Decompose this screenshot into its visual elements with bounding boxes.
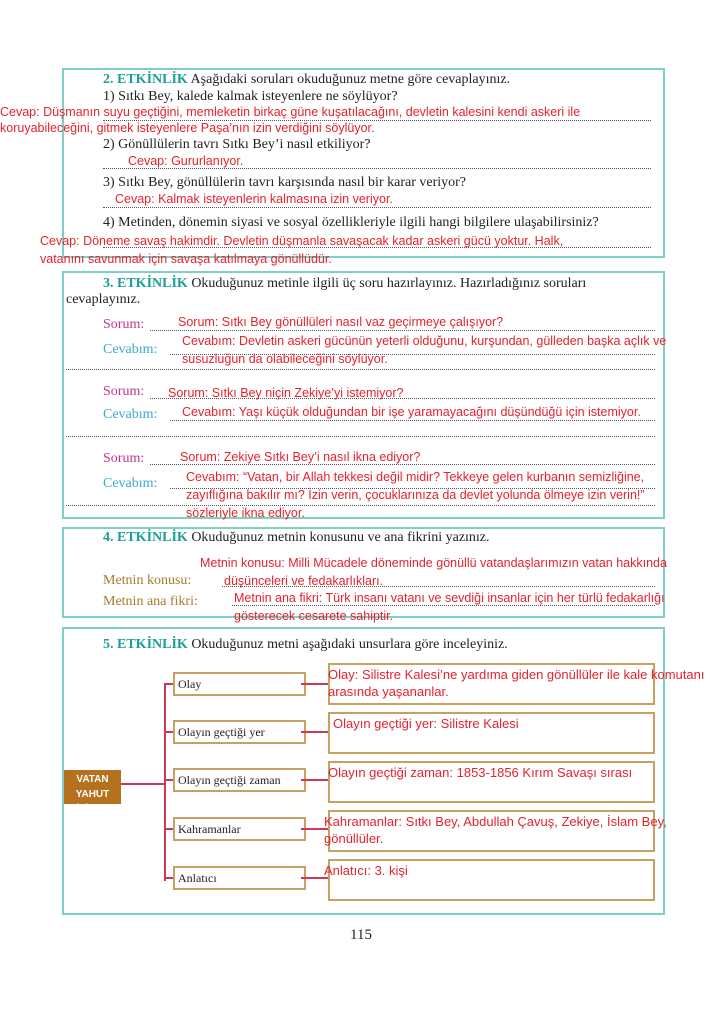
activity-instruction-cont: cevaplayınız. [66, 292, 141, 307]
answer-4-cont: vatanını savunmak için savaşa katılmaya gönüllüdür. [40, 252, 332, 266]
question-1: 1) Sıtkı Bey, kalede kalmak isteyenlere ne söylüyor? [103, 89, 398, 104]
topic-answer: Metnin konusu: Milli Mücadele döneminde gönüllü vatandaşlarımızın vatan hakkında [200, 556, 667, 570]
answer-2-text: Cevabım: Yaşı küçük olduğundan bir işe yaramayacağını düşündüğü için istemiyor. [182, 405, 641, 419]
element-answer: Olay: Silistre Kalesi’ne yardıma giden gönüllüler ile kale komutanı [328, 667, 705, 682]
activity-3-heading [103, 276, 586, 292]
activity-4-heading [103, 530, 490, 546]
element-answer: Olayın geçtiği yer: Silistre Kalesi [333, 716, 519, 731]
activity-number: 2. ETKİNLİK [103, 72, 188, 87]
root-label-line1: VATAN YAHUT [75, 774, 110, 800]
answer-1: Cevap: Düşmanın suyu geçtiğini, memleketin birkaç güne kuşatılacağını, devletin kalesini kendi askeri ile [0, 105, 581, 119]
topic-label: Metnin konusu: [103, 573, 192, 588]
question-3-text: Sorum: Zekiye Sıtkı Bey’i nasıl ikna ediyor? [180, 450, 421, 464]
element-label-box: Olay [173, 672, 306, 696]
question-2-text: Sorum: Sıtkı Bey niçin Zekiye’yi istemiyor? [168, 386, 404, 400]
answer-1-text: Cevabım: Devletin askeri gücünün yeterli olduğunu, kurşundan, gülleden başka açlık ve [182, 334, 667, 348]
question-4: 4) Metinden, dönemin siyasi ve sosyal özellikleriyle ilgili hangi bilgilere ulaşabilirsiniz? [103, 215, 599, 230]
root-label-line2: SİLİSTRE [69, 804, 115, 815]
answer-4: Cevap: Döneme savaş hakimdir. Devletin düşmanla savaşacak kadar askeri gücü yoktur. Halk, [40, 234, 564, 248]
element-label-box: Olayın geçtiği yer [173, 720, 306, 744]
activity-instruction: Okuduğunuz metinle ilgili üç soru hazırlayınız. Hazırladığınız soruları [191, 276, 587, 291]
cevabim-label: Cevabım: [103, 407, 158, 422]
element-label-box: Kahramanlar [173, 817, 306, 841]
answer-3-text-cont: zayıflığına bakılır mı? İzin verin, çocuklarınıza da devlet yolunda ölmeye izin verin!” [186, 488, 645, 502]
main-idea-answer: Metnin ana fikri: Türk insanı vatanı ve sevdiği insanlar için her türlü fedakarlığı [234, 591, 665, 605]
activity-5-heading [103, 637, 508, 653]
answer-3-text-cont2: sözleriyle ikna ediyor. [186, 506, 305, 520]
answer-2: Cevap: Gururlanıyor. [128, 154, 244, 168]
element-answer: Olayın geçtiği zaman: 1853-1856 Kırım Savaşı sırası [328, 765, 633, 780]
activity-number: 5. ETKİNLİK [103, 637, 188, 652]
root-label [64, 770, 121, 815]
element-answer: Kahramanlar: Sıtkı Bey, Abdullah Çavuş, Zekiye, İslam Bey, [324, 814, 667, 829]
topic-answer-cont: düşünceleri ve fedakarlıkları. [224, 574, 384, 588]
activity-number: 3. ETKİNLİK [103, 276, 188, 291]
main-idea-label: Metnin ana fikri: [103, 594, 198, 609]
element-answer-cont: arasında yaşananlar. [328, 684, 449, 699]
answer-3-text: Cevabım: “Vatan, bir Allah tekkesi değil midir? Tekkeye gelen kurbanın semizliğine, [186, 470, 645, 484]
activity-instruction: Okuduğunuz metni aşağıdaki unsurlara göre inceleyiniz. [191, 637, 508, 652]
answer-1-text-cont: susuzluğun da olabileceğini söylüyor. [182, 352, 388, 366]
sorum-label: Sorum: [103, 451, 145, 466]
question-3: 3) Sıtkı Bey, gönüllülerin tavrı karşısında nasıl bir karar veriyor? [103, 175, 467, 190]
element-label-box: Olayın geçtiği zaman [173, 768, 306, 792]
activity-number: 4. ETKİNLİK [103, 530, 188, 545]
question-2: 2) Gönüllülerin tavrı Sıtkı Bey’i nasıl etkiliyor? [103, 137, 371, 152]
element-answer-cont: gönüllüler. [324, 831, 384, 846]
answer-1-cont: koruyabileceğini, gitmek isteyenlere Paşa’nın izin verdiğini söylüyor. [0, 121, 375, 135]
page-number: 115 [350, 927, 372, 943]
main-idea-answer-cont: gösterecek cesarete sahiptir. [234, 609, 394, 623]
sorum-label: Sorum: [103, 317, 145, 332]
question-1-text: Sorum: Sıtkı Bey gönüllüleri nasıl vaz geçirmeye çalışıyor? [178, 315, 504, 329]
element-label-box: Anlatıcı [173, 866, 306, 890]
cevabim-label: Cevabım: [103, 476, 158, 491]
sorum-label: Sorum: [103, 384, 145, 399]
cevabim-label: Cevabım: [103, 342, 158, 357]
activity-instruction: Aşağıdaki soruları okuduğunuz metne göre cevaplayınız. [190, 72, 511, 87]
element-answer: Anlatıcı: 3. kişi [324, 863, 408, 878]
answer-3: Cevap: Kalmak isteyenlerin kalmasına izin veriyor. [115, 192, 393, 206]
activity-instruction: Okuduğunuz metnin konusunu ve ana fikrini yazınız. [191, 530, 490, 545]
activity-2-heading [103, 72, 510, 88]
